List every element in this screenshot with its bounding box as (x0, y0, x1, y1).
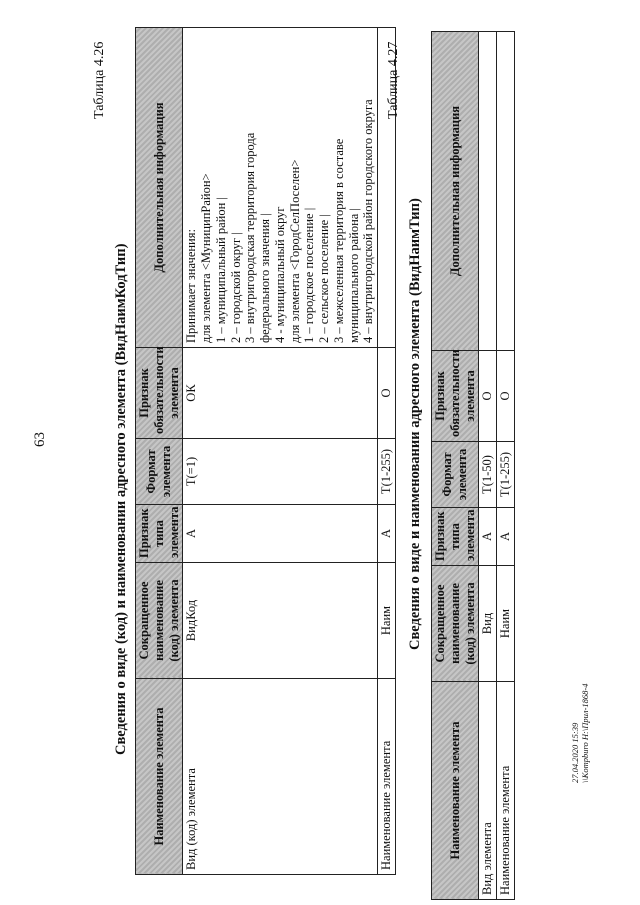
info-line: 2 – сельское поселение | (317, 214, 331, 343)
header-element-format: Формат элемента (432, 442, 479, 508)
cell-short-name: Наим (378, 563, 396, 679)
table-426-header-row (136, 28, 183, 875)
cell-additional-info (497, 32, 515, 351)
info-line: 4 - муниципальный округ (272, 206, 287, 343)
page-number: 63 (32, 432, 48, 447)
cell-element-type: А (497, 508, 515, 566)
header-required: Признак обязательности элемента (136, 348, 183, 439)
cell-element-type: А (183, 505, 378, 563)
table-427 (431, 31, 515, 900)
table-row (183, 28, 378, 875)
stamp-datetime: 27.04.2020 15:39 (570, 722, 580, 783)
table-426 (135, 27, 396, 875)
cell-additional-info (183, 28, 378, 348)
header-short-name: Сокращенное наименование (код) элемента (136, 563, 183, 679)
cell-required: О (479, 351, 497, 442)
cell-element-name: Наименование элемента (497, 682, 515, 900)
info-line: для элемента <ГородСелПоселен> (287, 159, 302, 343)
table-427-header-row (432, 32, 479, 900)
cell-required: О (378, 348, 396, 439)
info-line: 3 – межселенная территория в составе (331, 138, 346, 343)
cell-short-name: Наим (497, 566, 515, 682)
table-427-title: Сведения о виде и наименовании адресного элемента (ВидНаимТип) (407, 198, 423, 650)
info-line: 3 – внутригородская территория города (243, 132, 258, 343)
header-element-format: Формат элемента (136, 439, 183, 505)
cell-required: О (497, 351, 515, 442)
cell-short-name: ВидКод (183, 563, 378, 679)
cell-element-name: Вид (код) элемента (183, 679, 378, 875)
stamp-path: \\Kompburo H:\Прил-1868-4 (580, 683, 591, 783)
table-426-label: Таблица 4.26 (92, 41, 107, 119)
info-line: Принимает значения: (184, 229, 199, 343)
info-line: 1 – муниципальный район | (213, 197, 228, 343)
table-row (479, 32, 497, 900)
info-line: федерального значения | (258, 213, 272, 343)
cell-element-format: Т(1-255) (378, 439, 396, 505)
header-short-name: Сокращенное наименование (код) элемента (432, 566, 479, 682)
cell-short-name: Вид (479, 566, 497, 682)
cell-element-name: Наименование элемента (378, 679, 396, 875)
table-row (497, 32, 515, 900)
header-element-type: Признак типа элемента (136, 505, 183, 563)
cell-element-format: Т(=1) (183, 439, 378, 505)
table-426-title: Сведения о виде (код) и наименовании адресного элемента (ВидНаимКодТип) (113, 243, 129, 755)
info-line: 4 – внутригородской район городского округа (361, 99, 376, 343)
table-row (378, 28, 396, 875)
cell-element-format: Т(1-50) (479, 442, 497, 508)
header-element-name: Наименование элемента (136, 679, 183, 875)
cell-element-name: Вид элемента (479, 682, 497, 900)
cell-element-type: А (378, 505, 396, 563)
info-line: муниципального района | (346, 208, 361, 343)
cell-element-format: Т(1-255) (497, 442, 515, 508)
cell-additional-info (479, 32, 497, 351)
header-element-name: Наименование элемента (432, 682, 479, 900)
info-line: для элемента <МуниципРайон> (199, 173, 213, 343)
header-additional-info: Дополнительная информация (136, 28, 183, 348)
info-line: 2 – городской округ | (228, 232, 243, 343)
table-427-label: Таблица 4.27 (386, 41, 401, 119)
header-additional-info: Дополнительная информация (432, 32, 479, 351)
file-stamp (570, 684, 590, 784)
cell-element-type: А (479, 508, 497, 566)
header-element-type: Признак типа элемента (432, 508, 479, 566)
info-line: 1 – городское поселение | (302, 207, 317, 343)
header-required: Признак обязательности элемента (432, 351, 479, 442)
cell-required: ОК (183, 348, 378, 439)
